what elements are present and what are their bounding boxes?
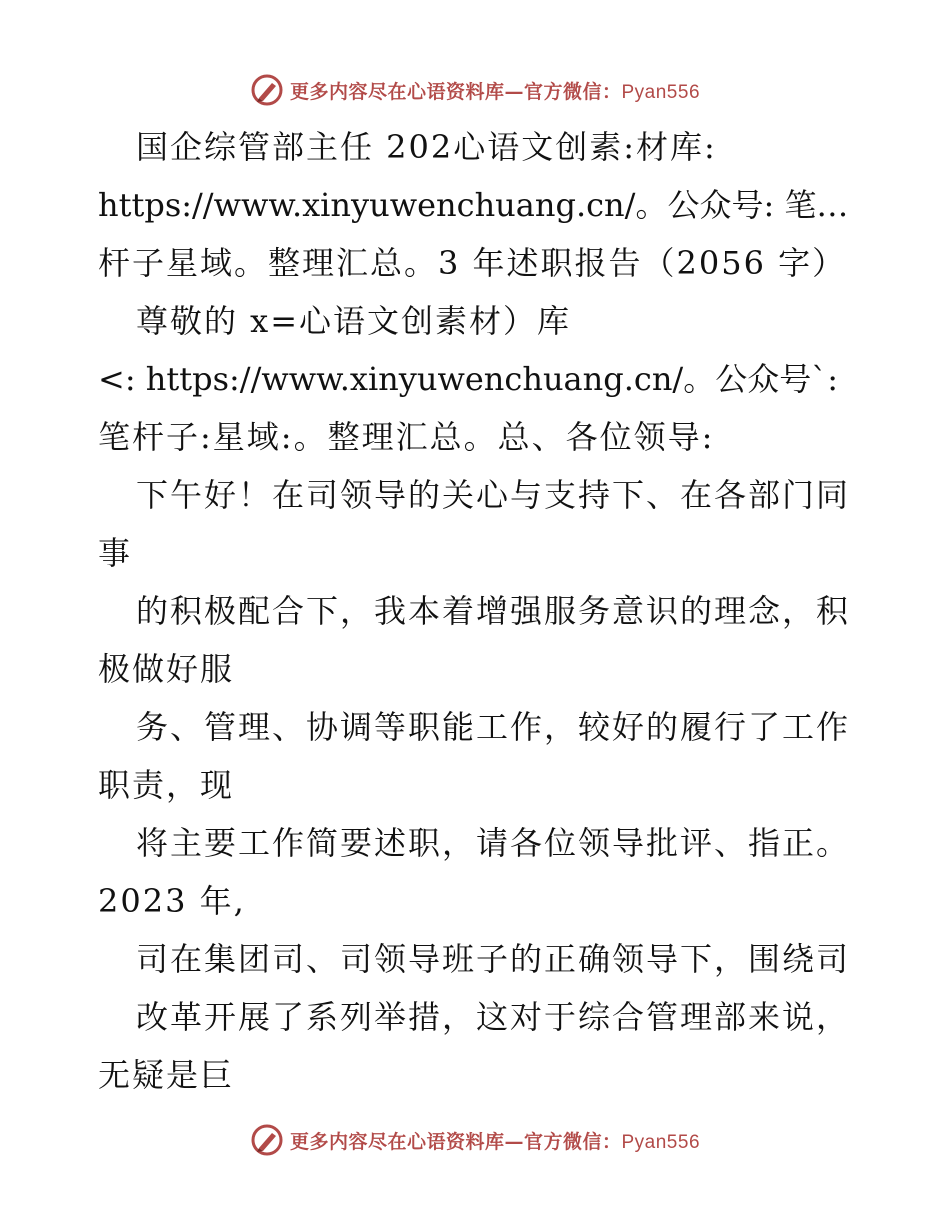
text-line: 司在集团司、司领导班子的正确领导下，围绕司 <box>136 940 851 978</box>
text-line: 职责，现 <box>98 766 235 804</box>
text-line: 务、管理、协调等职能工作，较好的履行了工作 <box>136 708 851 746</box>
text-line: 杆子星域。整理汇总。3 年述职报告（2056 字） <box>98 244 847 282</box>
text-line: 将主要工作简要述职，请各位领导批评、指正。 <box>136 824 851 862</box>
footer-banner <box>0 1120 950 1160</box>
text-line: 的积极配合下，我本着增强服务意识的理念，积 <box>136 592 851 630</box>
text-line: 改革开展了系列举措，这对于综合管理部来说， <box>136 998 851 1036</box>
text-line: 尊敬的 x=心语文创素材）库 <box>136 302 572 340</box>
text-line: 国企综管部主任 202心语文创素:材库: <box>136 128 717 166</box>
footer-banner-text: 更多内容尽在心语资料库—官方微信：Pyan556 <box>289 1130 701 1153</box>
text-line: 极做好服 <box>98 650 235 688</box>
header-banner-text: 更多内容尽在心语资料库—官方微信：Pyan556 <box>289 80 701 103</box>
document-body <box>98 118 858 1104</box>
text-line: https://www.xinyuwenchuang.cn/。公众号: 笔… <box>98 186 849 224</box>
text-line: 笔杆子:星域:。整理汇总。总、各位领导: <box>98 418 715 456</box>
header-banner <box>0 70 950 110</box>
text-line: <: https://www.xinyuwenchuang.cn/。公众号`: <box>98 360 838 398</box>
text-line: 无疑是巨 <box>98 1056 235 1094</box>
text-line: 2023 年, <box>98 882 246 920</box>
text-line: 事 <box>98 534 133 572</box>
pen-logo-icon <box>250 1123 284 1157</box>
pen-logo-icon <box>250 73 284 107</box>
text-line: 下午好！在司领导的关心与支持下、在各部门同 <box>136 476 851 514</box>
